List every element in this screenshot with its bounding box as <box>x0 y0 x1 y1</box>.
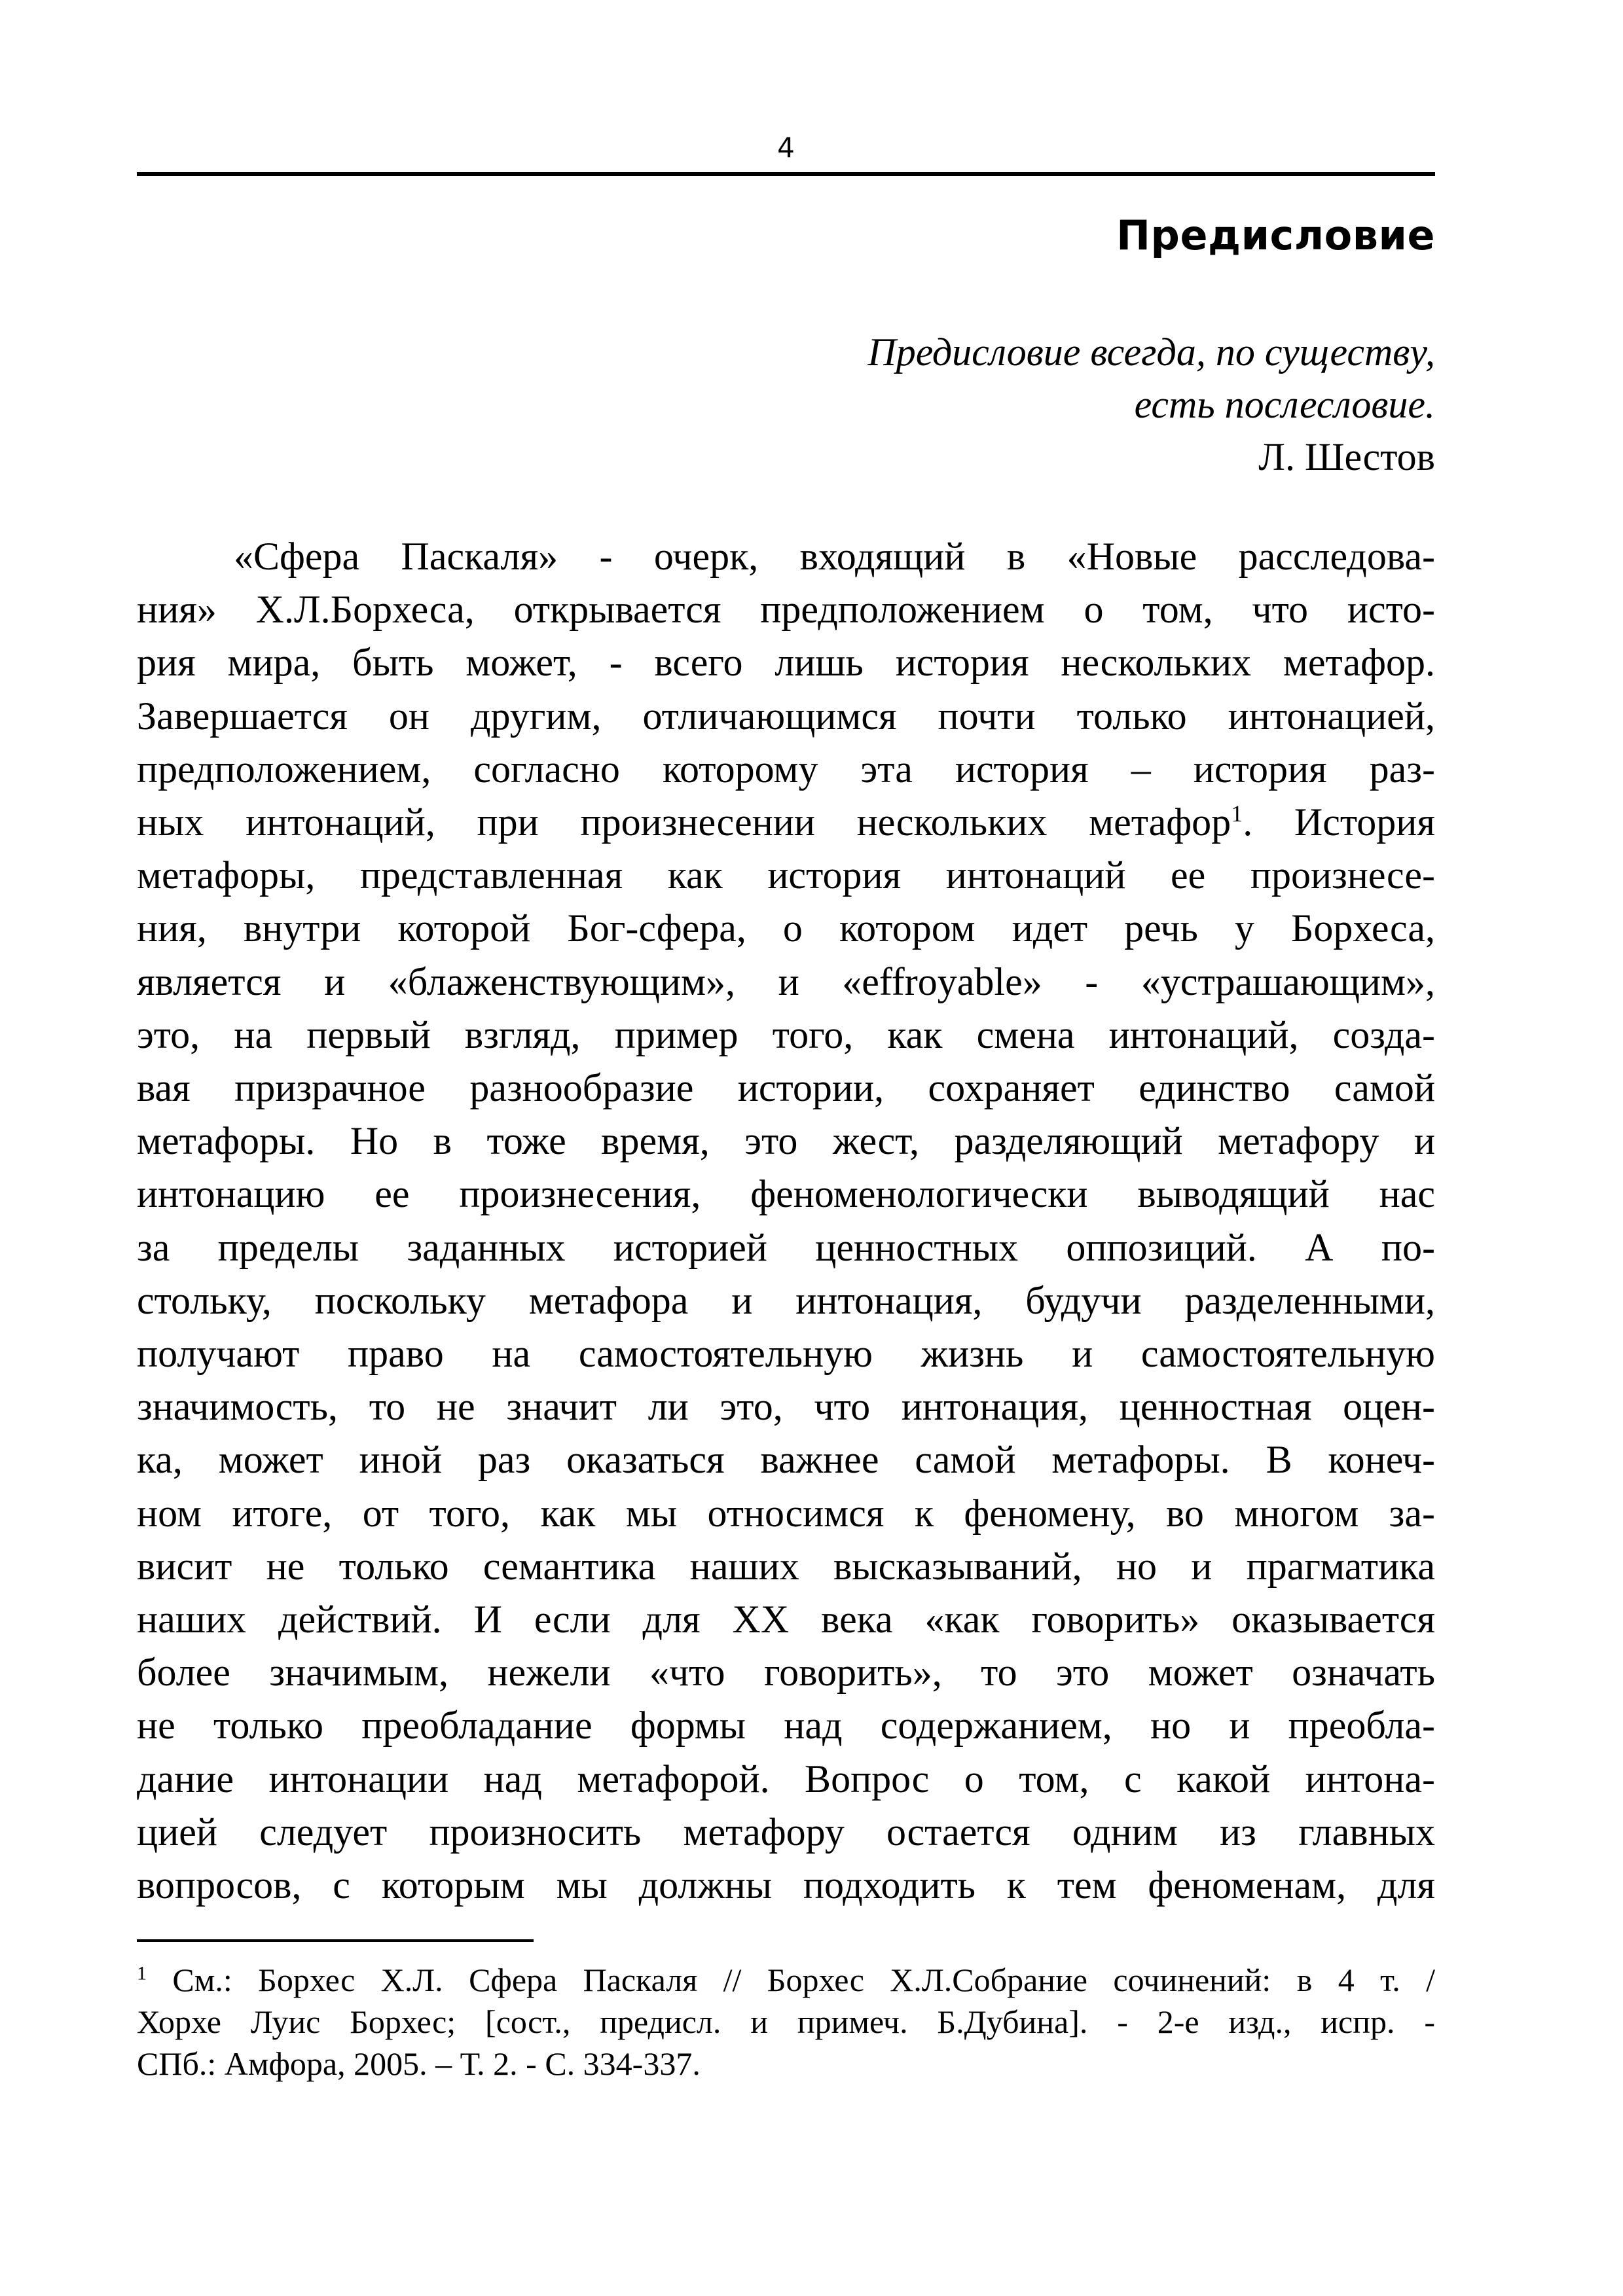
section-title: Предисловие <box>1116 211 1435 259</box>
footnote-marker: 1 <box>137 1962 147 1984</box>
body-line: ния, внутри которой Бог-сфера, о котором идет речь у Борхеса, <box>137 906 1435 950</box>
footnote-line: СПб.: Амфора, 2005. – Т. 2. - С. 334-337. <box>137 2045 701 2082</box>
header-rule <box>137 172 1435 176</box>
body-line: Завершается он другим, отличающимся почти только интонацией, <box>137 694 1435 738</box>
footnote-line-text: См.: Борхес Х.Л. Сфера Паскаля // Борхес Х.Л.Собрание сочинений: в 4 т. / <box>147 1962 1435 1998</box>
epigraph-line: Предисловие всегда, по существу, <box>867 331 1435 374</box>
body-line: ния» Х.Л.Борхеса, открывается предположением о том, что исто- <box>137 588 1435 632</box>
body-line: стольку, поскольку метафора и интонация, будучи разделенными, <box>137 1278 1435 1322</box>
body-line: это, на первый взгляд, пример того, как смена интонаций, созда- <box>137 1013 1435 1056</box>
body-line: «Сфера Паскаля» - очерк, входящий в «Новые расследова- <box>234 535 1435 578</box>
footnote-rule <box>137 1939 534 1942</box>
body-line: ка, может иной раз оказаться важнее самой метафоры. В конеч- <box>137 1438 1435 1482</box>
footnote-reference[interactable]: 1 <box>1231 800 1243 827</box>
epigraph-line: есть послесловие. <box>1134 383 1435 426</box>
body-line: за пределы заданных историей ценностных оппозиций. А по- <box>137 1225 1435 1269</box>
epigraph <box>137 326 1435 483</box>
body-line-with-footnote <box>137 796 1435 849</box>
body-paragraph <box>137 530 1435 1912</box>
body-line: вопросов, с которым мы должны подходить к тем феноменам, для <box>137 1863 1435 1907</box>
body-line: не только преобладание формы над содержанием, но и преобла- <box>137 1704 1435 1748</box>
footnote <box>137 1959 1435 2085</box>
body-line: висит не только семантика наших высказываний, но и прагматика <box>137 1544 1435 1588</box>
page-number: 4 <box>777 132 795 164</box>
footnote-line: Хорхе Луис Борхес; [сост., предисл. и примеч. Б.Дубина]. - 2-е изд., испр. - <box>137 2003 1435 2040</box>
body-line: предположением, согласно которому эта история – история раз- <box>137 747 1435 791</box>
body-line-text: . История <box>1243 800 1435 844</box>
body-line: интонацию ее произнесения, феноменологически выводящий нас <box>137 1172 1435 1216</box>
body-line: более значимым, нежели «что говорить», то это может означать <box>137 1651 1435 1695</box>
body-line-text: ных интонаций, при произнесении нескольких метафор <box>137 800 1231 844</box>
body-line: метафоры. Но в тоже время, это жест, разделяющий метафору и <box>137 1119 1435 1163</box>
body-line: вая призрачное разнообразие истории, сохраняет единство самой <box>137 1066 1435 1110</box>
body-line: получают право на самостоятельную жизнь и самостоятельную <box>137 1332 1435 1376</box>
body-line: является и «блаженствующим», и «effroyable» - «устрашающим», <box>137 960 1435 1003</box>
body-line: наших действий. И если для XX века «как говорить» оказывается <box>137 1598 1435 1641</box>
footnote-line <box>137 1959 1435 2001</box>
body-line: рия мира, быть может, - всего лишь история нескольких метафор. <box>137 641 1435 685</box>
body-line: дание интонации над метафорой. Вопрос о том, с какой интона- <box>137 1757 1435 1801</box>
body-line: значимость, то не значит ли это, что интонация, ценностная оцен- <box>137 1385 1435 1429</box>
body-line: ном итоге, от того, как мы относимся к феномену, во многом за- <box>137 1491 1435 1535</box>
body-line: метафоры, представленная как история интонаций ее произнесе- <box>137 853 1435 897</box>
body-line: цией следует произносить метафору остается одним из главных <box>137 1810 1435 1854</box>
epigraph-author: Л. Шестов <box>1258 435 1435 478</box>
